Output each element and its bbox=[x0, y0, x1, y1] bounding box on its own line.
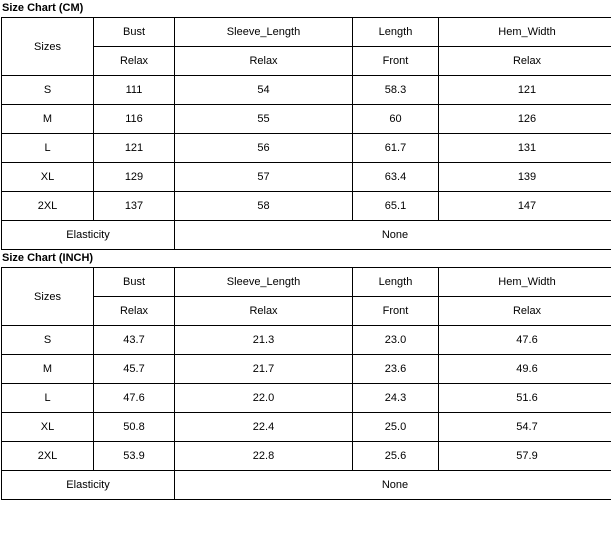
table-header-row bbox=[2, 18, 611, 47]
cell-hem: 57.9 bbox=[439, 442, 611, 471]
cell-sleeve: 54 bbox=[175, 76, 353, 105]
subheader-cell-sleeve-length: Relax bbox=[175, 47, 353, 76]
header-cell-sleeve-length: Sleeve_Length bbox=[175, 268, 353, 297]
cell-size: S bbox=[2, 326, 94, 355]
subheader-cell-length: Front bbox=[353, 47, 439, 76]
cell-hem: 131 bbox=[439, 134, 611, 163]
cell-bust: 137 bbox=[94, 192, 175, 221]
cell-length: 60 bbox=[353, 105, 439, 134]
cell-sleeve: 22.4 bbox=[175, 413, 353, 442]
cell-sleeve: 58 bbox=[175, 192, 353, 221]
table-row bbox=[2, 163, 611, 192]
cell-length: 23.0 bbox=[353, 326, 439, 355]
elasticity-value: None bbox=[175, 221, 611, 250]
table-subheader-row bbox=[2, 47, 611, 76]
subheader-cell-length: Front bbox=[353, 297, 439, 326]
cell-hem: 54.7 bbox=[439, 413, 611, 442]
size-chart-cm-title: Size Chart (CM) bbox=[2, 2, 84, 14]
cell-size: 2XL bbox=[2, 442, 94, 471]
cell-length: 63.4 bbox=[353, 163, 439, 192]
cell-length: 24.3 bbox=[353, 384, 439, 413]
header-cell-bust: Bust bbox=[94, 18, 175, 47]
cell-length: 25.6 bbox=[353, 442, 439, 471]
cell-length: 65.1 bbox=[353, 192, 439, 221]
cell-bust: 111 bbox=[94, 76, 175, 105]
cell-bust: 53.9 bbox=[94, 442, 175, 471]
header-cell-sizes: Sizes bbox=[2, 18, 94, 76]
table-row bbox=[2, 76, 611, 105]
cell-size: M bbox=[2, 355, 94, 384]
cell-size: XL bbox=[2, 413, 94, 442]
size-chart-inch-title: Size Chart (INCH) bbox=[2, 252, 94, 264]
header-cell-length: Length bbox=[353, 268, 439, 297]
cell-length: 61.7 bbox=[353, 134, 439, 163]
cell-hem: 51.6 bbox=[439, 384, 611, 413]
table-row bbox=[2, 384, 611, 413]
cell-bust: 129 bbox=[94, 163, 175, 192]
header-cell-bust: Bust bbox=[94, 268, 175, 297]
header-cell-hem-width: Hem_Width bbox=[439, 18, 611, 47]
header-cell-sizes: Sizes bbox=[2, 268, 94, 326]
cell-hem: 121 bbox=[439, 76, 611, 105]
subheader-cell-bust: Relax bbox=[94, 297, 175, 326]
cell-hem: 49.6 bbox=[439, 355, 611, 384]
table-row bbox=[2, 105, 611, 134]
cell-size: M bbox=[2, 105, 94, 134]
cell-hem: 47.6 bbox=[439, 326, 611, 355]
cell-length: 23.6 bbox=[353, 355, 439, 384]
elasticity-value: None bbox=[175, 471, 611, 500]
size-chart-inch-table bbox=[1, 267, 611, 500]
cell-bust: 47.6 bbox=[94, 384, 175, 413]
cell-sleeve: 55 bbox=[175, 105, 353, 134]
table-row bbox=[2, 355, 611, 384]
cell-hem: 126 bbox=[439, 105, 611, 134]
cell-sleeve: 22.8 bbox=[175, 442, 353, 471]
subheader-cell-bust: Relax bbox=[94, 47, 175, 76]
subheader-cell-sleeve-length: Relax bbox=[175, 297, 353, 326]
cell-bust: 121 bbox=[94, 134, 175, 163]
header-cell-length: Length bbox=[353, 18, 439, 47]
elasticity-row bbox=[2, 471, 611, 500]
table-row bbox=[2, 192, 611, 221]
cell-sleeve: 21.3 bbox=[175, 326, 353, 355]
cell-size: XL bbox=[2, 163, 94, 192]
table-row bbox=[2, 134, 611, 163]
cell-hem: 147 bbox=[439, 192, 611, 221]
table-row bbox=[2, 442, 611, 471]
table-row bbox=[2, 413, 611, 442]
cell-bust: 50.8 bbox=[94, 413, 175, 442]
cell-sleeve: 22.0 bbox=[175, 384, 353, 413]
header-cell-hem-width: Hem_Width bbox=[439, 268, 611, 297]
subheader-cell-hem-width: Relax bbox=[439, 297, 611, 326]
elasticity-label: Elasticity bbox=[2, 471, 175, 500]
table-header-row bbox=[2, 268, 611, 297]
elasticity-row bbox=[2, 221, 611, 250]
elasticity-label: Elasticity bbox=[2, 221, 175, 250]
subheader-cell-hem-width: Relax bbox=[439, 47, 611, 76]
cell-size: L bbox=[2, 384, 94, 413]
header-cell-sleeve-length: Sleeve_Length bbox=[175, 18, 353, 47]
cell-sleeve: 21.7 bbox=[175, 355, 353, 384]
cell-size: 2XL bbox=[2, 192, 94, 221]
size-chart-cm-table bbox=[1, 17, 611, 250]
cell-bust: 43.7 bbox=[94, 326, 175, 355]
cell-sleeve: 56 bbox=[175, 134, 353, 163]
cell-size: S bbox=[2, 76, 94, 105]
cell-size: L bbox=[2, 134, 94, 163]
cell-length: 58.3 bbox=[353, 76, 439, 105]
cell-bust: 116 bbox=[94, 105, 175, 134]
cell-sleeve: 57 bbox=[175, 163, 353, 192]
table-row bbox=[2, 326, 611, 355]
table-subheader-row bbox=[2, 297, 611, 326]
cell-length: 25.0 bbox=[353, 413, 439, 442]
cell-bust: 45.7 bbox=[94, 355, 175, 384]
cell-hem: 139 bbox=[439, 163, 611, 192]
